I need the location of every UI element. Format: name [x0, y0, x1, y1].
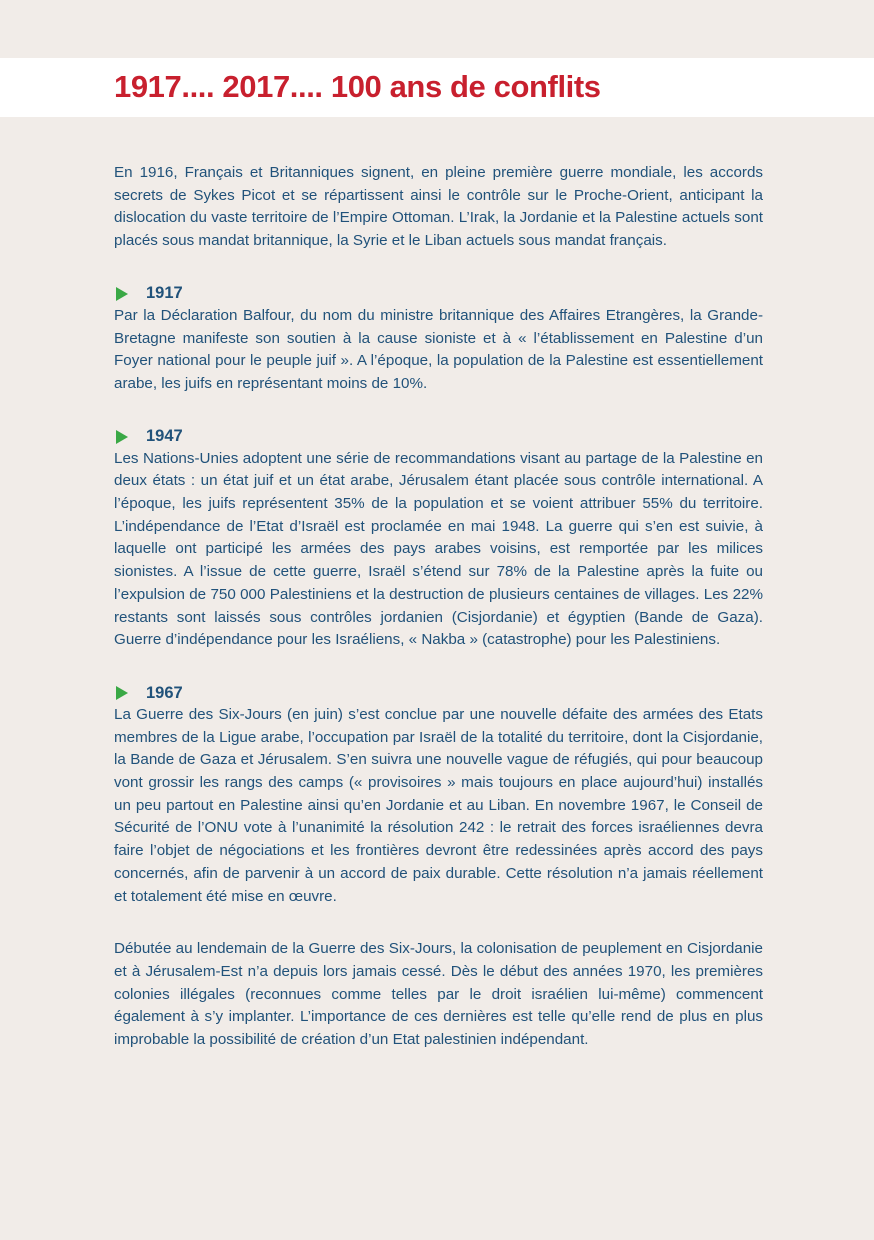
title-band	[0, 58, 874, 117]
section-year: 1967	[146, 683, 183, 702]
document-body	[114, 162, 763, 1052]
section-text: La Guerre des Six-Jours (en juin) s’est conclue par une nouvelle défaite des armées des Etats membres de la Ligue arabe, l’occupation par Israël de la totalité du territoire, dont la Cisjordanie, la Bande de Gaza et Jérusalem. S’en suivra une nouvelle vague de réfugiés, qui pour beaucoup vont grossir les rangs des camps (« provisoires » mais toujours en place aujourd’hui) installés un peu partout en Palestine ainsi qu’en Jordanie et au Liban. En novembre 1967, le Conseil de Sécurité de l’ONU vote à l’unanimité la résolution 242 : le retrait des forces israéliennes devra faire l’objet de négociations et les frontières devront être redessinées après accord des pays concernés, afin de parvenir à un accord de paix durable. Cette résolution n’a jamais réellement et totalement été mise en œuvre.	[114, 705, 763, 905]
section-year: 1947	[146, 427, 183, 446]
page-title: 1917.... 2017.... 100 ans de conflits	[114, 69, 601, 104]
section-1947	[114, 426, 763, 652]
section-heading	[114, 426, 763, 448]
section-text: Par la Déclaration Balfour, du nom du ministre britannique des Affaires Etrangères, la Grande-Bretagne manifeste son soutien à la cause sioniste et à « l’établissement en Palestine d’un Foyer national pour le peuple juif ». A l’époque, la population de la Palestine est essentiellement arabe, les juifs en représentant moins de 10%.	[114, 306, 763, 392]
closing-paragraph: Débutée au lendemain de la Guerre des Six-Jours, la colonisation de peuplement en Cisjordanie et à Jérusalem-Est n’a depuis lors jamais cessé. Dès le début des années 1970, les premières colonies illégales (reconnues comme telles par le droit israélien lui-même) commencent également à s’y implanter. L’importance de ces dernières est telle qu’elle rend de plus en plus improbable la possibilité de création d’un Etat palestinien indépendant.	[114, 940, 763, 1049]
intro-paragraph: En 1916, Français et Britanniques signent, en pleine première guerre mondiale, les accords secrets de Sykes Picot et se répartissent ainsi le contrôle sur le Proche-Orient, anticipant la dislocation du vaste territoire de l’Empire Ottoman. L’Irak, la Jordanie et la Palestine actuels sont placés sous mandat britannique, la Syrie et le Liban actuels sous mandat français.	[114, 164, 763, 250]
section-1917	[114, 283, 763, 396]
section-heading	[114, 283, 763, 305]
section-heading	[114, 682, 763, 704]
section-text: Les Nations-Unies adoptent une série de recommandations visant au partage de la Palestine en deux états : un état juif et un état arabe, Jérusalem étant placée sous contrôle international. A l’époque, les juifs représentent 35% de la population et se voient attribuer 55% du territoire. L’indépendance de l’Etat d’Israël est proclamée en mai 1948. La guerre qui s’en est suivie, à laquelle ont participé les armées des pays arabes voisins, est remportée par les milices sionistes. A l’issue de cette guerre, Israël s’étend sur 78% de la Palestine après la fuite ou l’expulsion de 750 000 Palestiniens et la destruction de plusieurs centaines de villages. Les 22% restants sont laissés sous contrôles jordanien (Cisjordanie) et égyptien (Bande de Gaza). Guerre d’indépendance pour les Israéliens, « Nakba » (catastrophe) pour les Palestiniens.	[114, 449, 763, 649]
triangle-right-icon	[116, 686, 128, 700]
section-year: 1917	[146, 284, 183, 303]
triangle-right-icon	[116, 430, 128, 444]
triangle-right-icon	[116, 287, 128, 301]
section-1967	[114, 682, 763, 908]
